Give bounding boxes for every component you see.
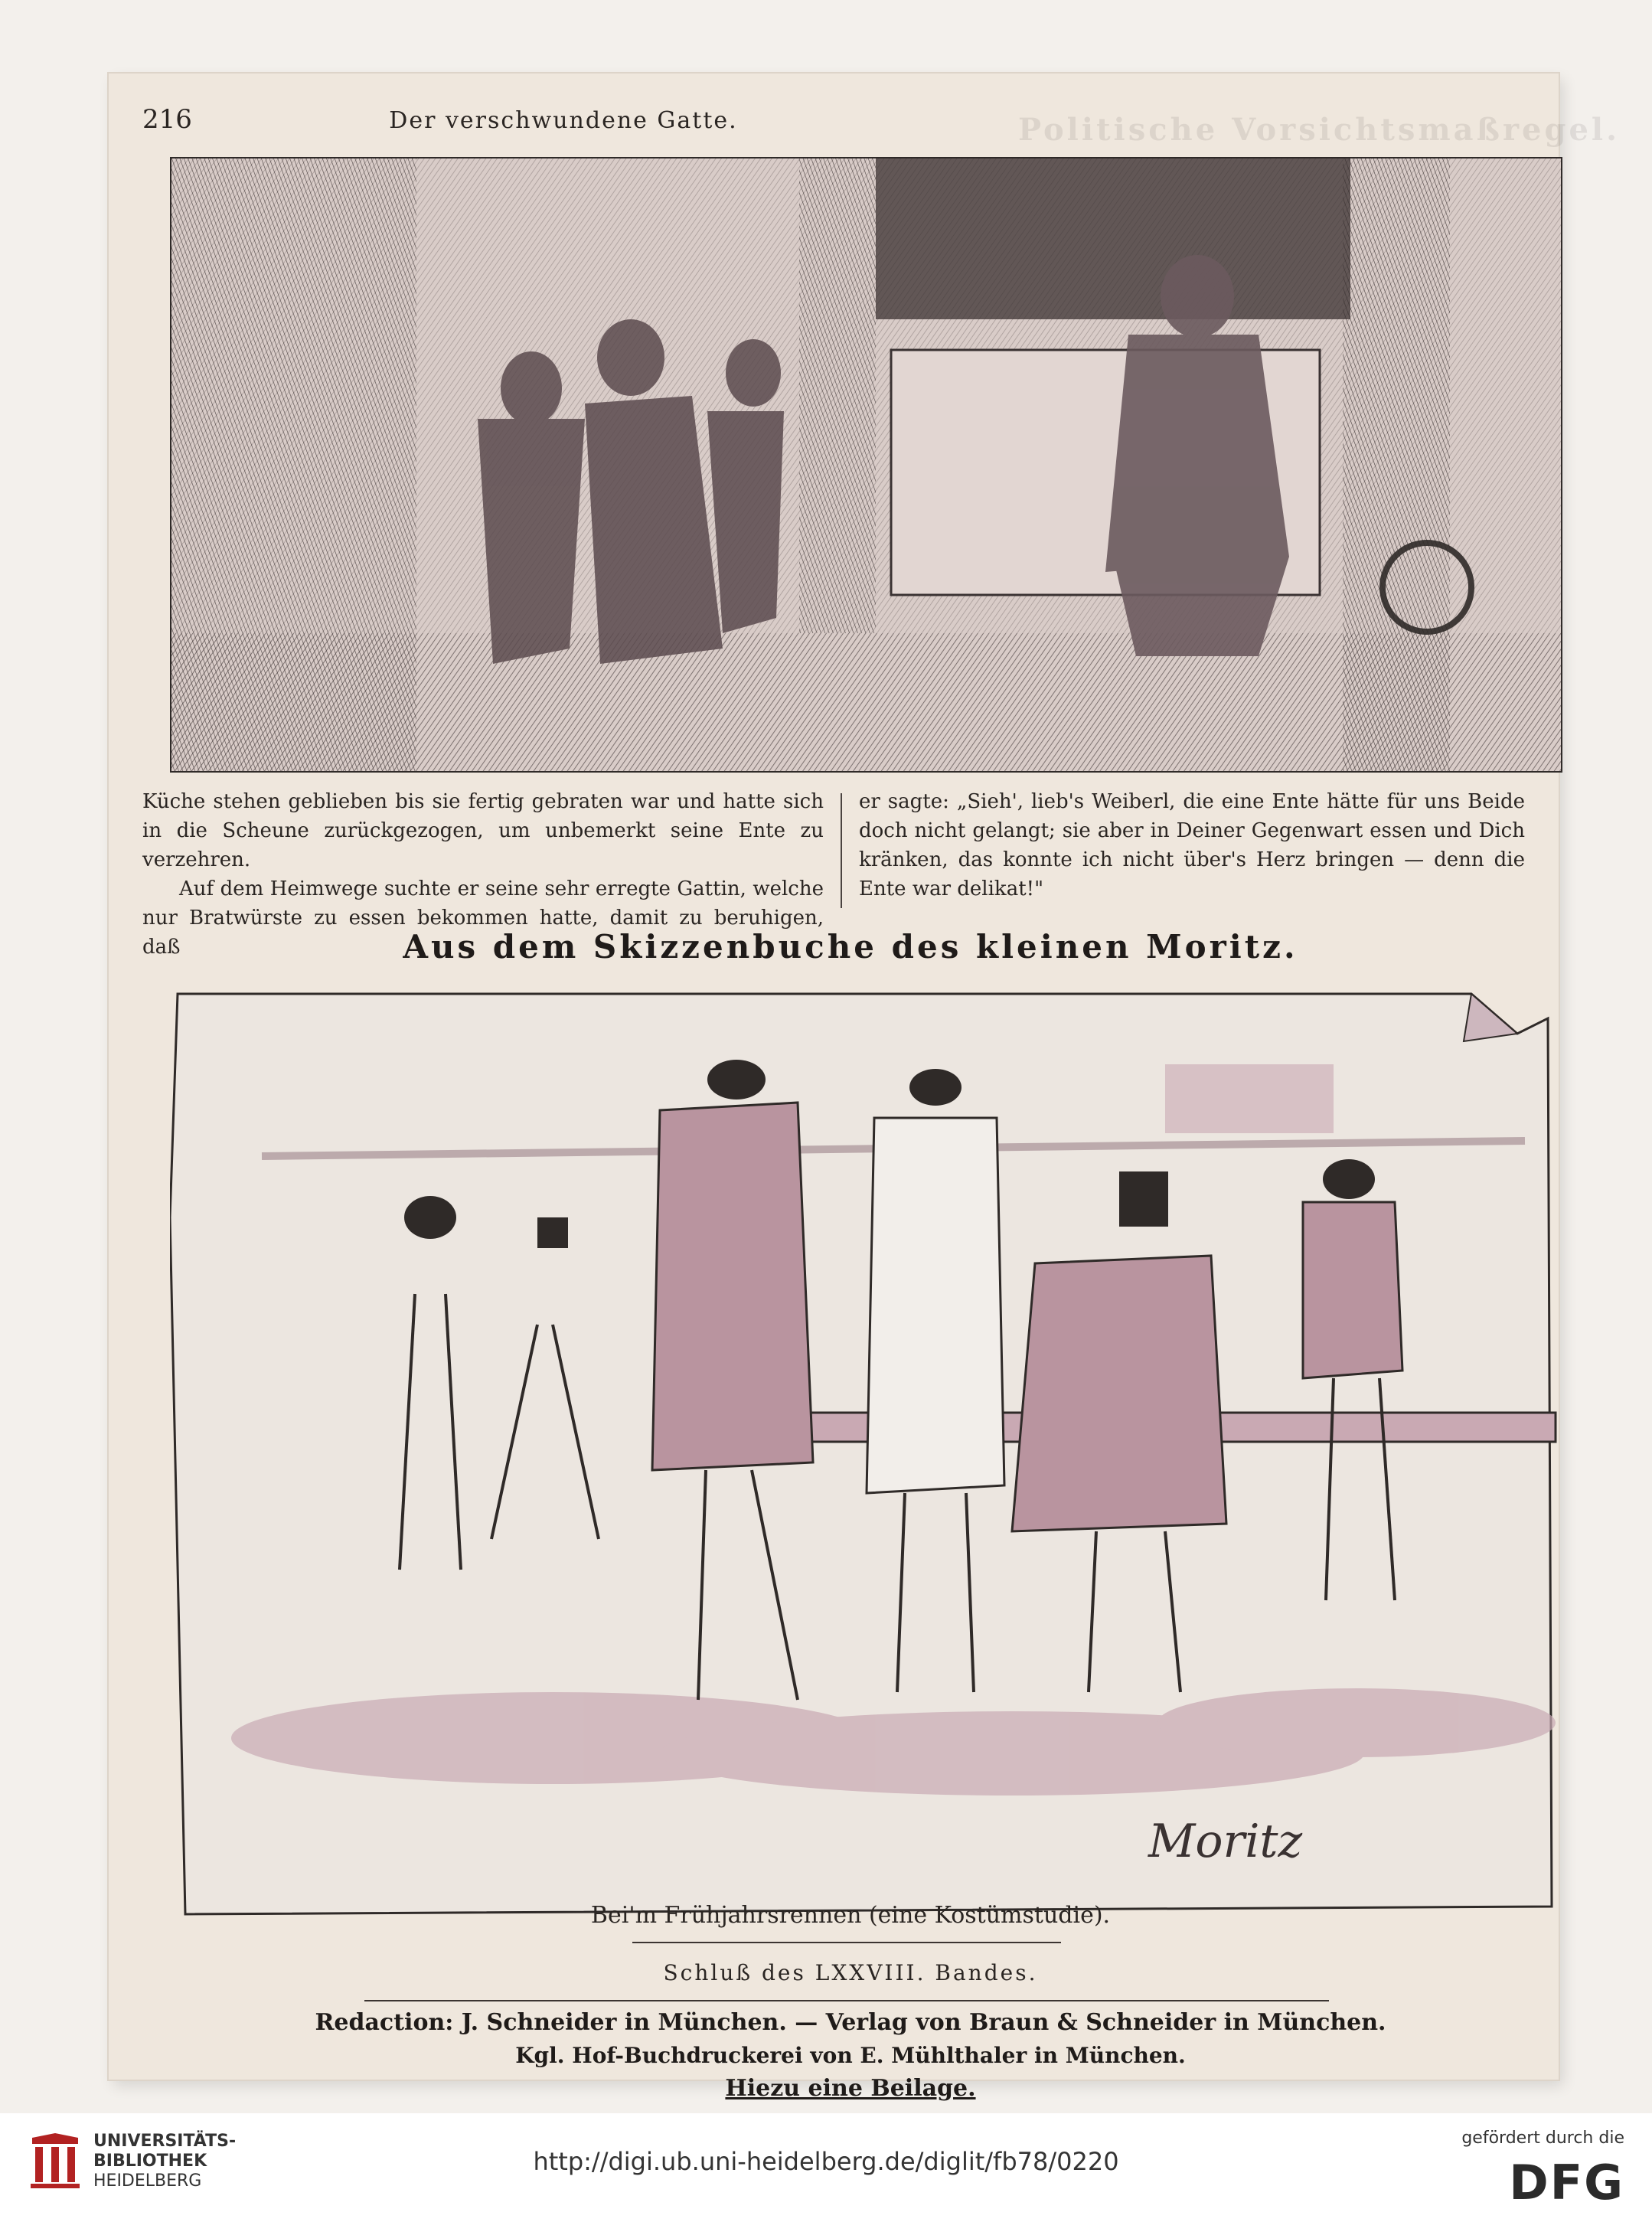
bleed-through-text: Politische Vorsichtsmaßregel. (1018, 112, 1621, 148)
paragraph: er sagte: „Sieh', lieb's Weiberl, die eine Ente hätte für uns Beide doch nicht gelangt; sie aber in Deiner Gegenwart essen und Dich kränken, das konnte ich nicht über's Herz bringen — denn die Ente war delikat!" (859, 790, 1525, 900)
barn-scene-drawing (171, 158, 1561, 771)
page-number: 216 (142, 104, 192, 135)
column-divider (841, 793, 842, 908)
running-head (142, 100, 984, 145)
paragraph: Auf dem Heimwege suchte er seine sehr erregte Gattin, welche nur Bratwürste zu essen bekommen hatte, damit zu beruhigen, daß (142, 877, 824, 959)
section-heading: Aus dem Skizzenbuche des kleinen Moritz. (403, 928, 1298, 966)
artist-signature: Moritz (1148, 1815, 1303, 1868)
volume-end-note: Schluß des LXXVIII. Bandes. (663, 1960, 1038, 1985)
permalink-url[interactable]: http://digi.ub.uni-heidelberg.de/diglit/fb78/0220 (533, 2147, 1119, 2176)
paragraph: Küche stehen geblieben bis sie fertig gebraten war und hatte sich in die Scheune zurückgezogen, um unbemerkt seine Ente zu verzehren. (142, 790, 824, 871)
imprint-editorial: Redaction: J. Schneider in München. — Verlag von Braun & Schneider in München. (315, 2009, 1386, 2036)
imprint-supplement: Hiezu eine Beilage. (725, 2075, 976, 2102)
caption-rule (632, 1942, 1061, 1943)
imprint-rule (364, 2000, 1329, 2001)
funding-note: gefördert durch die (1461, 2129, 1624, 2148)
running-title: Der verschwundene Gatte. (389, 107, 738, 134)
dfg-logo-icon: DFG (1509, 2155, 1624, 2210)
figure-caption: Bei'm Frühjahrsrennen (eine Kostümstudie). (590, 1902, 1111, 1929)
racing-costume-sketch (170, 988, 1559, 1937)
text-column-right (859, 787, 1525, 903)
imprint-printer: Kgl. Hof-Buchdruckerei von E. Mühlthaler in München. (515, 2043, 1186, 2068)
university-library-name: UNIVERSITÄTS- BIBLIOTHEK HEIDELBERG (93, 2132, 237, 2191)
barn-scene-engraving (170, 157, 1562, 773)
racing-costume-drawing (170, 988, 1559, 1937)
digitization-footer (0, 2113, 1652, 2235)
